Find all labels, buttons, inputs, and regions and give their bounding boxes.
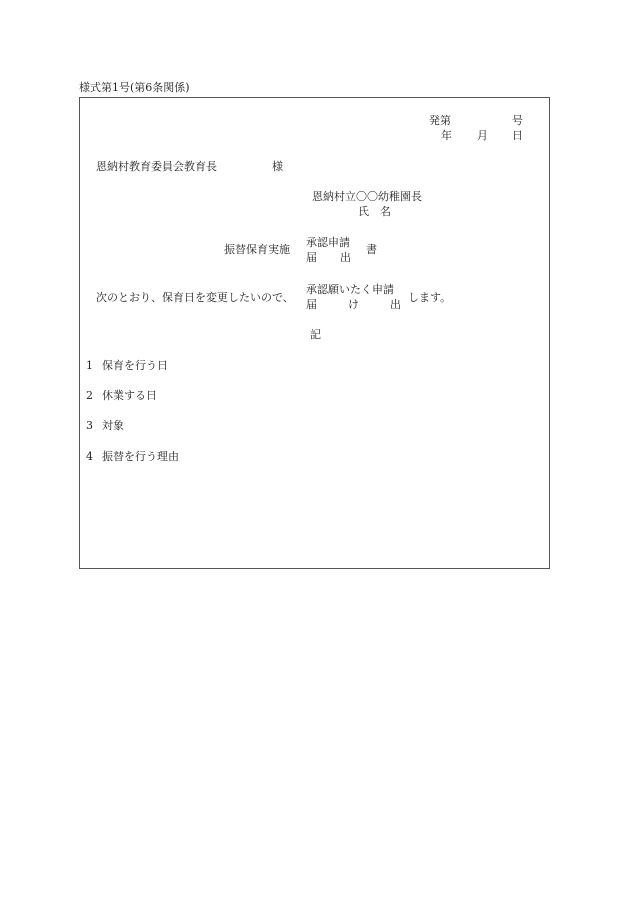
- sender-org: 恩納村立〇〇幼稚園長: [312, 190, 422, 203]
- item-3-label: 対象: [102, 419, 124, 432]
- body-lead: 次のとおり、保育日を変更したいので、: [96, 291, 294, 304]
- heading-option-bottom-1: 届: [306, 251, 317, 264]
- date-day: 日: [512, 129, 523, 142]
- form-title: 様式第1号(第6条関係): [79, 81, 190, 94]
- item-1-label: 保育を行う日: [102, 359, 168, 372]
- heading-main: 振替保育実施: [224, 243, 290, 256]
- addressee-honorific: 様: [272, 160, 283, 173]
- item-1-number: 1: [86, 359, 93, 372]
- heading-suffix: 書: [366, 243, 377, 256]
- item-4-label: 振替を行う理由: [102, 450, 179, 463]
- issue-number-suffix: 号: [512, 114, 523, 127]
- heading-option-bottom-2: 出: [340, 251, 351, 264]
- body-option-bottom-2: け: [348, 298, 359, 311]
- ki-mark: 記: [310, 328, 321, 341]
- body-tail: します。: [408, 291, 452, 304]
- item-2-label: 休業する日: [102, 389, 157, 402]
- sender-name-label: 氏 名: [358, 205, 391, 218]
- body-option-top: 承認願いたく申請: [306, 283, 394, 296]
- body-option-bottom-3: 出: [390, 298, 401, 311]
- date-month: 月: [477, 129, 488, 142]
- body-option-bottom-1: 届: [306, 298, 317, 311]
- item-3-number: 3: [86, 419, 93, 432]
- issue-number-prefix: 発第: [429, 114, 451, 127]
- date-year: 年: [441, 129, 452, 142]
- heading-option-top: 承認申請: [306, 236, 350, 249]
- item-2-number: 2: [86, 389, 93, 402]
- addressee-name: 恩納村教育委員会教育長: [96, 160, 217, 173]
- item-4-number: 4: [86, 450, 93, 463]
